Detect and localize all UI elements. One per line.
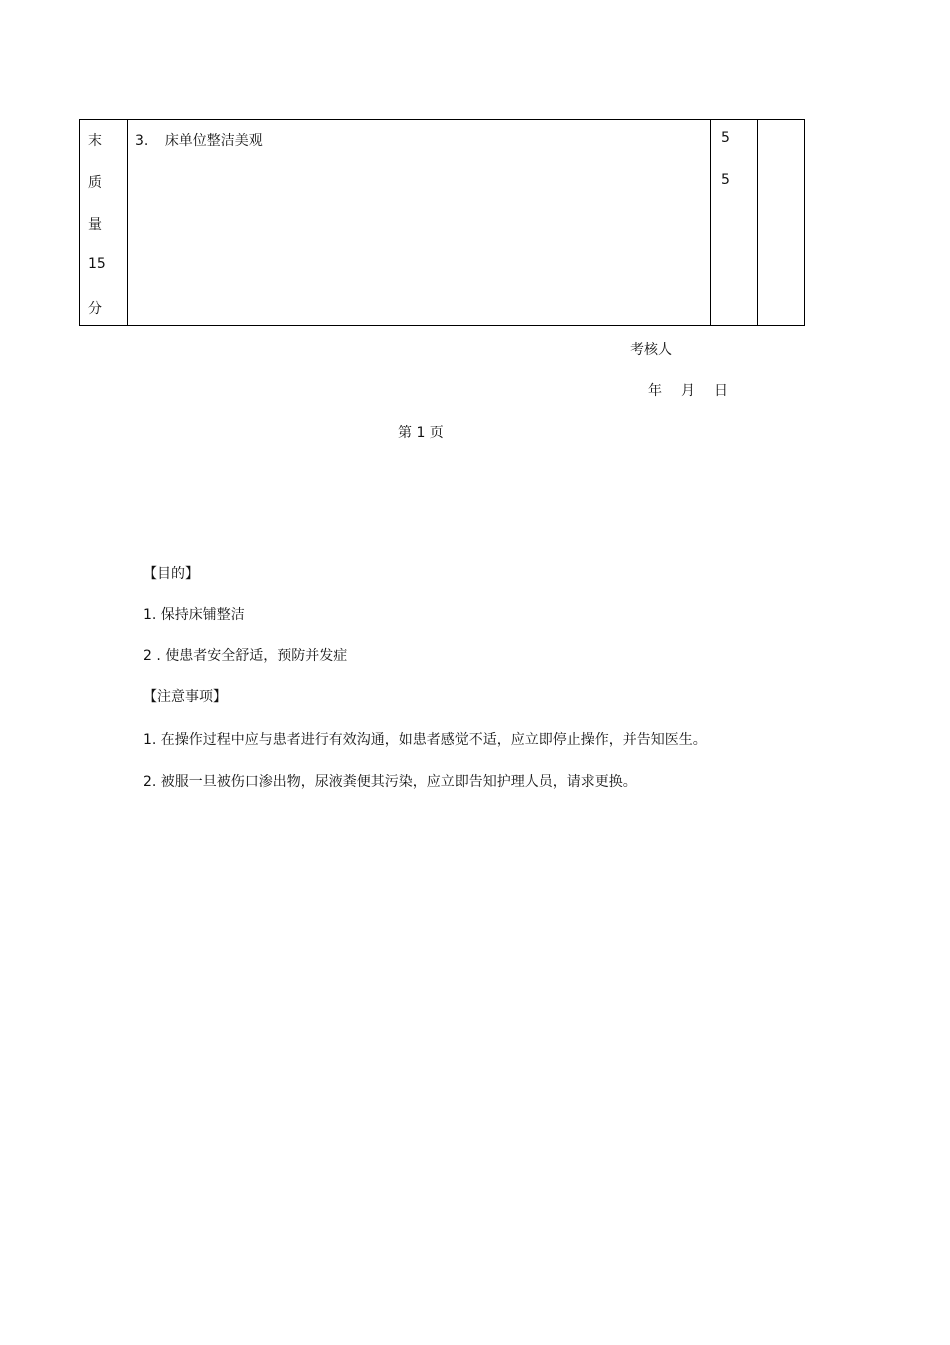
caution-heading: 【注意事项】 [143, 689, 227, 705]
score-table [79, 119, 805, 326]
category-char: 15 [88, 256, 106, 272]
purpose-item: 2 . 使患者安全舒适，预防并发症 [143, 648, 348, 664]
item-text: 床单位整洁美观 [164, 133, 263, 149]
date-month: 月 [681, 383, 695, 399]
date-year: 年 [648, 383, 662, 399]
column-divider [757, 120, 758, 325]
page-number: 第 1 页 [398, 425, 444, 441]
examiner-label: 考核人 [630, 342, 672, 358]
score-value: 5 [721, 130, 730, 146]
category-char: 末 [88, 133, 102, 149]
category-char: 质 [88, 175, 102, 191]
score-value: 5 [721, 172, 730, 188]
table-item [135, 130, 263, 150]
category-char: 量 [88, 217, 102, 233]
column-divider [127, 120, 128, 325]
column-divider [710, 120, 711, 325]
category-char: 分 [88, 301, 102, 317]
item-number: 3. [135, 133, 149, 149]
purpose-heading: 【目的】 [143, 566, 199, 582]
caution-item: 1. 在操作过程中应与患者进行有效沟通，如患者感觉不适，应立即停止操作，并告知医生。 [143, 732, 707, 748]
date-day: 日 [714, 383, 728, 399]
purpose-item: 1. 保持床铺整洁 [143, 607, 245, 623]
caution-item: 2. 被服一旦被伤口渗出物，尿液粪便其污染，应立即告知护理人员，请求更换。 [143, 774, 637, 790]
